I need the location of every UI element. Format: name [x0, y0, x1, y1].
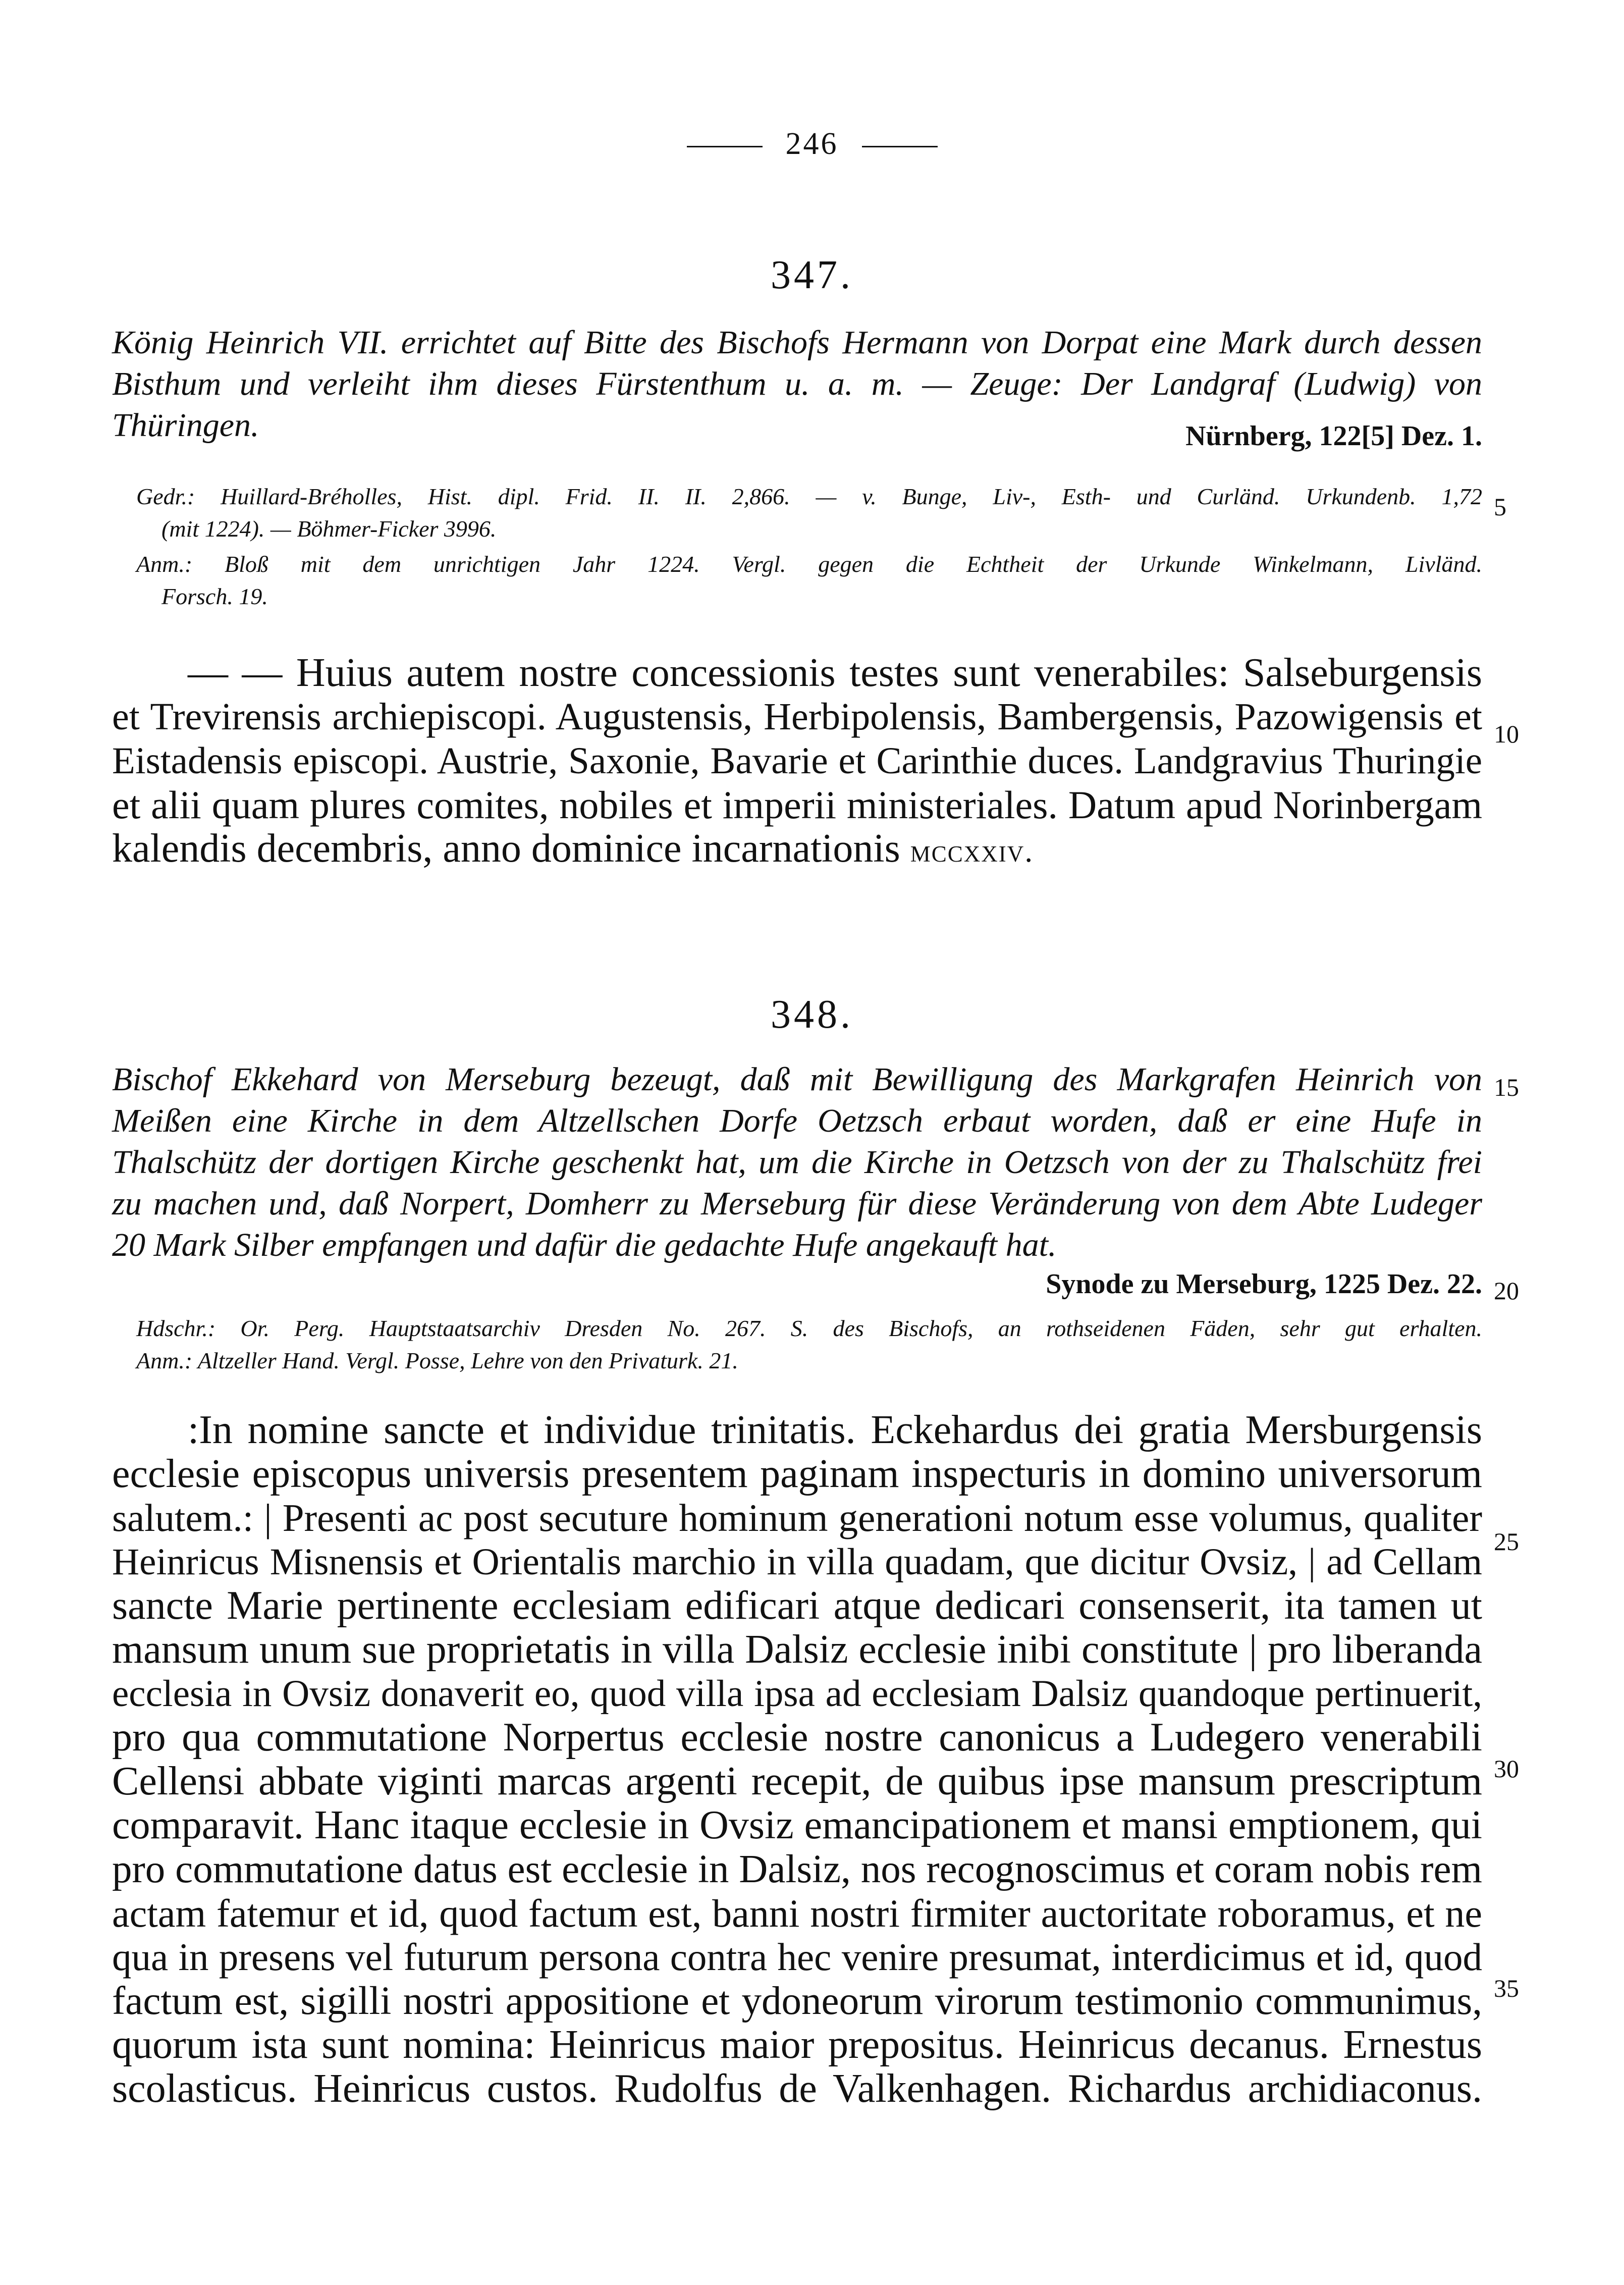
regest: [112, 1059, 1482, 1266]
regest-line: Meißen eine Kirche in dem Altzellschen Dorfe Oetzsch erbaut worden, daß er eine Hufe in: [112, 1102, 1482, 1139]
text-line: Cellensi abbate viginti marcas argenti recepit, de quibus ipse mansum prescriptum: [112, 1759, 1482, 1803]
text-line: [112, 827, 1482, 871]
document-number: 347.: [771, 253, 853, 297]
regest-line: König Heinrich VII. errichtet auf Bitte des Bischofs Hermann von Dorpat eine Mark durch dessen: [112, 324, 1482, 361]
text-line: scolasticus. Heinricus custos. Rudolfus de Valkenhagen. Richardus archidiaconus.: [112, 2066, 1482, 2111]
date-numeral: mccxxiv.: [910, 833, 1034, 869]
text-line: sancte Marie pertinente ecclesiam edificari atque dedicari consenserit, ita tamen ut: [112, 1583, 1482, 1628]
margin-line-number: 25: [1494, 1527, 1519, 1556]
margin-line-number: 10: [1494, 720, 1519, 748]
header-rule-right: [862, 146, 938, 147]
text-line: Eistadensis episcopi. Austrie, Saxonie, Bavarie et Carinthie duces. Landgravius Thuringie: [112, 740, 1482, 782]
text-line: et Trevirensis archiepiscopi. Augustensis, Herbipolensis, Bambergensis, Pazowigensis et: [112, 696, 1482, 738]
text-line-segment: kalendis decembris, anno dominice incarnationis: [112, 826, 910, 871]
text-line: — — Huius autem nostre concessionis testes sunt venerabiles: Salseburgensis: [188, 651, 1482, 695]
text-line: et alii quam plures comites, nobiles et imperii ministeriales. Datum apud Norinbergam: [112, 783, 1482, 827]
text-line: comparavit. Hanc itaque ecclesie in Ovsiz emancipationem et mansi emptionem, qui: [112, 1803, 1482, 1847]
edition-text: [112, 651, 1482, 871]
text-line: quorum ista sunt nomina: Heinricus maior prepositus. Heinricus decanus. Ernestus: [112, 2023, 1482, 2067]
regest-line: Bisthum und verleiht ihm dieses Fürstenthum u. a. m. — Zeuge: Der Landgraf (Ludwig) von: [112, 365, 1482, 402]
text-line: Heinricus Misnensis et Orientalis marchio in villa quadam, que dicitur Ovsiz, | ad Cellam: [112, 1541, 1482, 1583]
header-rule-left: [687, 146, 763, 147]
note-line: Forsch. 19.: [161, 583, 268, 609]
page-number: 246: [785, 127, 839, 161]
margin-line-number: 35: [1494, 1974, 1519, 2002]
text-line: mansum unum sue proprietatis in villa Dalsiz ecclesie inibi constitute | pro liberanda: [112, 1627, 1482, 1672]
text-line: :In nomine sancte et individue trinitatis. Eckehardus dei gratia Mersburgensis: [188, 1408, 1482, 1452]
note-line: (mit 1224). — Böhmer-Ficker 3996.: [161, 516, 497, 542]
regest-line: Bischof Ekkehard von Merseburg bezeugt, daß mit Bewilligung des Markgrafen Heinrich von: [112, 1061, 1482, 1098]
margin-line-number: 5: [1494, 493, 1506, 521]
text-line: salutem.: | Presenti ac post secuture hominum generationi notum esse volumus, qualiter: [112, 1496, 1482, 1539]
apparatus-notes: [136, 1312, 1482, 1377]
text-line: factum est, sigilli nostri appositione et ydoneorum virorum testimonio communimus,: [112, 1979, 1482, 2023]
text-line: pro commutatione datus est ecclesie in Dalsiz, nos recognoscimus et coram nobis rem: [112, 1847, 1482, 1891]
margin-line-number: 15: [1494, 1073, 1519, 1101]
place-date: Synode zu Merseburg, 1225 Dez. 22.: [1046, 1268, 1482, 1300]
place-date-row: [112, 420, 1482, 455]
regest-line: Thüringen.: [112, 407, 259, 444]
margin-line-number: 30: [1494, 1755, 1519, 1783]
place-date: Nürnberg, 122[5] Dez. 1.: [1185, 420, 1482, 452]
regest-line: Thalschütz der dortigen Kirche geschenkt hat, um die Kirche in Oetzsch von der zu Thalschütz frei: [112, 1144, 1482, 1181]
text-line: ecclesie episcopus universis presentem paginam inspecturis in domino universorum: [112, 1452, 1482, 1496]
text-line: qua in presens vel futurum persona contra hec venire presumat, interdicimus et id, quod: [112, 1935, 1482, 1979]
document-number: 348.: [771, 992, 853, 1037]
regest-line: 20 Mark Silber empfangen und dafür die gedachte Hufe angekauft hat.: [112, 1227, 1057, 1263]
place-date-row: [112, 1268, 1482, 1303]
text-line: pro qua commutatione Norpertus ecclesie nostre canonicus a Ludegero venerabili: [112, 1715, 1482, 1760]
note-line: Gedr.: Huillard-Bréholles, Hist. dipl. Frid. II. II. 2,866. — v. Bunge, Liv-, Esth- und Curländ. Urkundenb. 1,72: [136, 484, 1482, 509]
text-line: ecclesia in Ovsiz donaverit eo, quod villa ipsa ad ecclesiam Dalsiz quandoque pertinuerit,: [112, 1673, 1482, 1715]
page-header: [0, 126, 1624, 162]
margin-line-number: 20: [1494, 1277, 1519, 1305]
edition-text: [112, 1408, 1482, 2111]
note-line: Anm.: Altzeller Hand. Vergl. Posse, Lehre von den Privaturk. 21.: [136, 1348, 738, 1373]
text-line: actam fatemur et id, quod factum est, banni nostri firmiter auctoritate roboramus, et ne: [112, 1891, 1482, 1935]
apparatus-notes: [136, 481, 1482, 613]
note-line: Anm.: Bloß mit dem unrichtigen Jahr 1224. Vergl. gegen die Echtheit der Urkunde Winkelmann, Livländ.: [136, 551, 1482, 577]
regest-line: zu machen und, daß Norpert, Domherr zu Merseburg für diese Veränderung von dem Abte Ludeger: [112, 1185, 1482, 1222]
note-line: Hdschr.: Or. Perg. Hauptstaatsarchiv Dresden No. 267. S. des Bischofs, an rothseidenen Fäden, sehr gut erhalten.: [136, 1315, 1482, 1341]
